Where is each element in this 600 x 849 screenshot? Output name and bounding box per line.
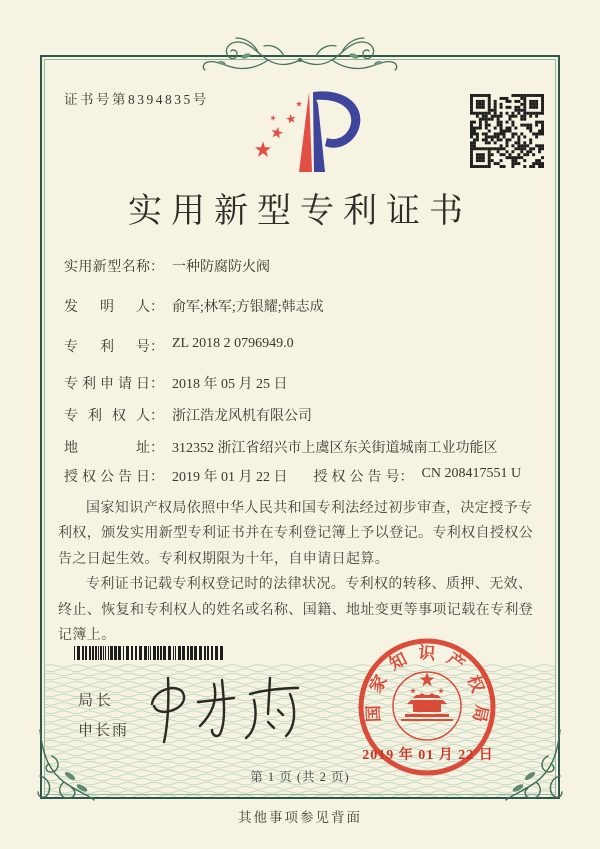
field-colon: ：: [399, 470, 414, 485]
field-value: 312352 浙江省绍兴市上虞区东关街道城南工业功能区: [172, 441, 498, 456]
corner-flourish-icon: [502, 726, 566, 804]
certificate-title: 实用新型专利证书: [128, 193, 472, 230]
field-row-address: [64, 437, 550, 457]
field-colon: ：: [150, 470, 164, 485]
field-colon: ：: [150, 441, 164, 456]
seal-ring-text: 国家知识产权局: [363, 643, 492, 734]
field-value: 浙江浩龙风机有限公司: [172, 409, 312, 424]
barcode-icon: [74, 646, 226, 660]
legal-paragraph-2: 专利证书记载专利权登记时的法律状况。专利权的转移、质押、无效、终止、恢复和专利权人的姓名或名称、国籍、地址变更等事项记载在专利登记簿上。: [58, 577, 534, 644]
field-colon: ：: [150, 300, 164, 315]
handwritten-signature-icon: [138, 670, 318, 755]
field-row-inventors: [64, 296, 550, 316]
cnipa-p-logo-icon: [243, 86, 365, 176]
field-label: 地址: [64, 441, 150, 456]
field-row-name: [64, 256, 550, 276]
legal-paragraph-1: 国家知识产权局依照中华人民共和国专利法经过初步审查，决定授予专利权，颁发实用新型专利证书并在专利登记簿上予以登记。专利权自授权公告之日起生效。专利权期限为十年，自申请日起算。: [58, 501, 534, 567]
field-value: ZL 2018 2 0796949.0: [172, 336, 294, 351]
field-colon: ：: [150, 409, 164, 424]
field-value: CN 208417551 U: [421, 466, 522, 481]
field-label: 授权公告号: [313, 470, 400, 485]
legal-text-block: [58, 496, 546, 649]
field-value: 2019 年 01 月 22 日: [172, 470, 288, 485]
field-label: 发明人: [64, 300, 150, 315]
page-indicator: 第 1 页 (共 2 页): [250, 770, 350, 784]
certificate-number: 证书号第8394835号: [64, 92, 209, 107]
top-ornament-flourish-icon: [200, 30, 400, 76]
field-row-patent-number: [64, 336, 550, 356]
field-colon: ：: [150, 340, 164, 355]
field-label: 实用新型名称: [64, 260, 150, 275]
field-value: 2018 年 05 月 25 日: [172, 377, 288, 392]
field-row-filing-date: [64, 373, 550, 393]
field-label: 专利号: [64, 340, 150, 355]
field-label: 授权公告日: [64, 470, 150, 485]
qr-code-icon: [470, 94, 544, 168]
field-value: 一种防腐防火阀: [172, 260, 270, 275]
seal-date: 2019 年 01 月 22 日: [362, 748, 494, 763]
field-value: 俞军;林军;方银耀;韩志成: [172, 300, 324, 315]
field-colon: ：: [150, 377, 164, 392]
field-label: 专利权人: [64, 409, 150, 424]
commissioner-name: 申长雨: [78, 723, 130, 739]
commissioner-title: 局长: [78, 693, 115, 709]
back-side-note: 其他事项参见背面: [238, 810, 362, 825]
field-label: 专利申请日: [64, 377, 150, 392]
field-colon: ：: [150, 260, 164, 275]
field-row-patentee: [64, 405, 550, 425]
field-row-grant: [64, 466, 550, 486]
